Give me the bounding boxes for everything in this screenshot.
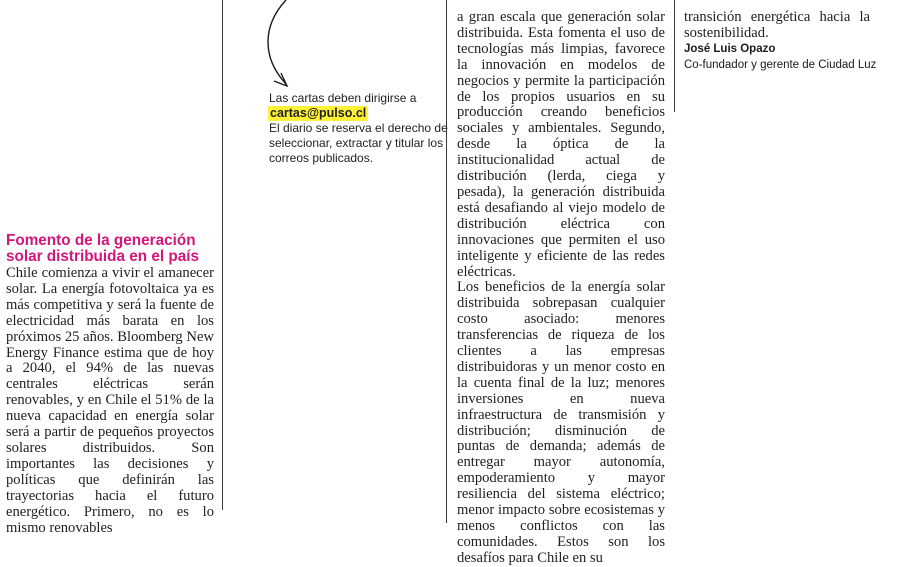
column-divider-left: [222, 0, 223, 510]
letter-body-right: [684, 10, 870, 42]
column-divider-right: [674, 0, 675, 112]
curved-arrow-icon: [256, 0, 296, 96]
notice-intro: Las cartas deben dirigirse a: [269, 91, 417, 105]
letters-notice: [269, 91, 449, 166]
paragraph: transición energética hacia la sostenibilidad.: [684, 9, 870, 41]
letter-body-left: [6, 266, 214, 536]
paragraph: Chile comienza a vivir el amanecer solar. La energía fotovoltaica ya es más competitiva y será la fuente de electricidad más barata en los próximos 25 años. Bloomberg New Energy Finance estima que de hoy a 2040, el 94% de las nuevas centrales eléctricas serán renovables, y en Chile el 51% de la nueva capacidad en energía solar será a partir de pequeños proyectos solares distribuidos. Son importantes las decisiones y políticas que definirán las trayectorias hacia el futuro energético. Primero, no es lo mismo renovables: [6, 265, 214, 536]
headline-line-2: solar distribuida en el país: [6, 248, 199, 265]
paragraph: a gran escala que generación solar distribuida. Esta fomenta el uso de tecnologías más limpias, favorece la innovación en modelos de negocios y permite la participación de los propios usuarios en su producción creando beneficios sociales y ambientales. Segundo, desde la óptica de la institucionalidad actual de distribución (lerda, ciega y pesada), la generación distribuida está desafiando al viejo modelo de distribución eléctrica con innovaciones que permiten el uso inteligente y eficiente de las redes eléctricas.: [457, 9, 665, 280]
letter-headline: [6, 233, 206, 265]
author-name: José Luis Opazo: [684, 43, 776, 55]
column-divider-center: [446, 0, 447, 523]
contact-email[interactable]: cartas@pulso.cl: [270, 106, 367, 120]
letter-body-middle: [457, 10, 665, 567]
notice-text: El diario se reserva el derecho de seleccionar, extractar y titular los correos publicados.: [269, 121, 448, 165]
paragraph: Los beneficios de la energía solar distribuida sobrepasan cualquier costo asociado: menores transferencias de riqueza de los clientes a las empresas distribuidoras y un menor costo en la cuenta final de la luz; menores inversiones en nueva infraestructura de transmisión y distribución; disminución de puntas de demanda; además de entregar mayor autonomía, empoderamiento y mayor resiliencia del sistema eléctrico; menor impacto sobre ecosistemas y menos conflictos con las comunidades. Estos son los desafíos para Chile en su: [457, 279, 665, 566]
author-role: Co-fundador y gerente de Ciudad Luz: [684, 59, 877, 71]
headline-line-1: Fomento de la generación: [6, 232, 196, 249]
